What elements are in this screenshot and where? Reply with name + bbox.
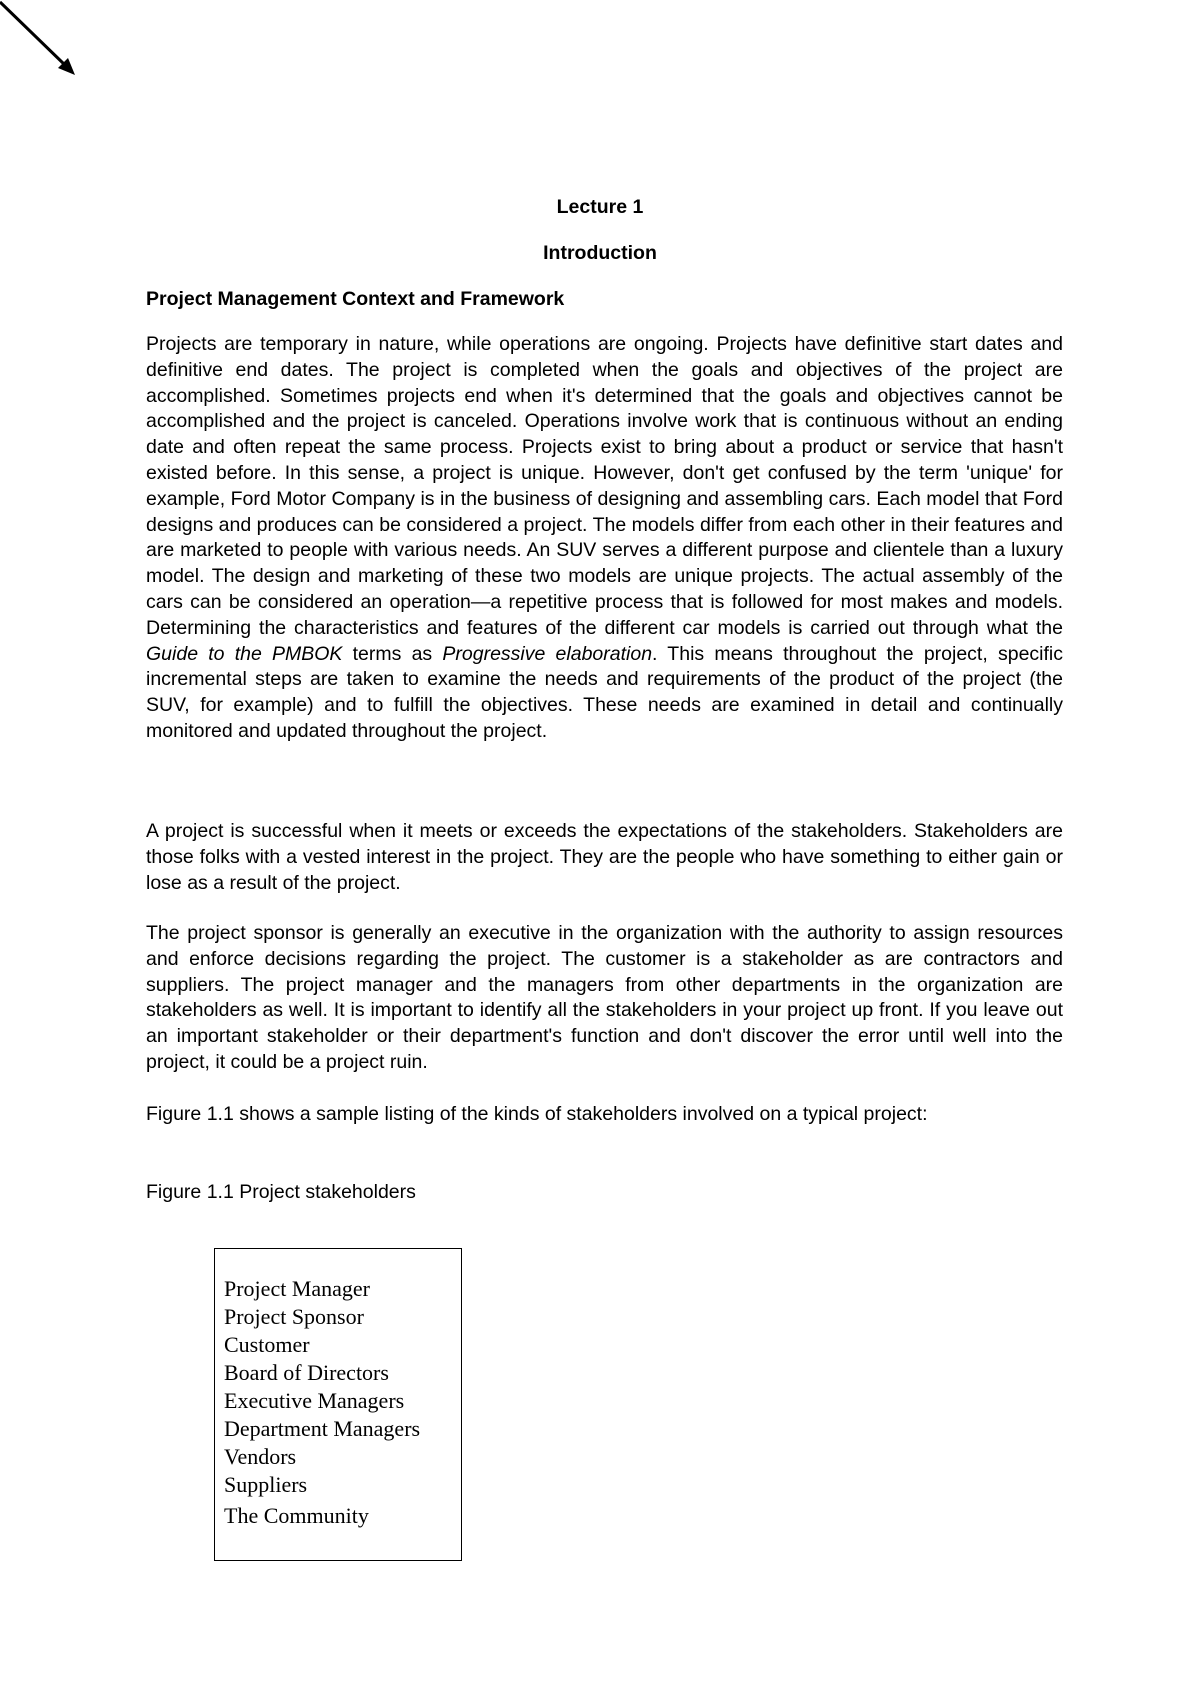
stakeholder-box <box>214 1248 462 1561</box>
paragraph-stakeholders: A project is successful when it meets or exceeds the expectations of the stakeholders. Stakeholders are those folks with a vested interest in the project. They are the people who have something to either gain or lose as a result of the project. <box>146 820 1063 894</box>
arrow-icon <box>0 0 90 90</box>
stakeholder-list <box>224 1275 420 1530</box>
list-item: Project Manager <box>224 1276 370 1301</box>
list-item: Executive Managers <box>224 1388 405 1413</box>
list-item: Customer <box>224 1332 310 1357</box>
list-item: Department Managers <box>224 1416 421 1441</box>
list-item: The Community <box>224 1503 369 1528</box>
guide-title: Guide to the PMBOK <box>146 642 343 665</box>
lecture-title: Lecture 1 <box>556 196 644 218</box>
page-subtitle: Introduction <box>543 242 657 264</box>
paragraph-projects: Projects are temporary in nature, while operations are ongoing. Projects have definitive start dates and definitive end dates. The project is completed when the goals and objectives of the project are accomplished. Sometimes projects end when it's determined that the goals and objectives cannot be accomplished and the project is canceled. Operations involve work that is continuous without an ending date and often repeat the same process. Projects exist to bring about a product or service that hasn't existed before. In this sense, a project is unique. However, don't get confused by the term 'unique' for example, Ford Motor Company is in the business of designing and assembling cars. Each model that Ford designs and produces can be considered a project. The models differ from each other in their features and are marketed to people with various needs. An SUV serves a different purpose and clientele than a luxury model. The design and marketing of these two models are unique projects. The actual assembly of the cars can be considered an operation—a repetitive process that is followed for most makes and models. Determining the characteristics and features of the different car models is carried out through what the Guide to the PMBOK terms as Progressive elaboration. This means throughout the project, specific incremental steps are taken to examine the needs and requirements of the product of the project (the SUV, for example) and to fulfill the objectives. These needs are examined in detail and continually monitored and updated throughout the project. <box>146 333 1063 742</box>
paragraph-sponsor: The project sponsor is generally an executive in the organization with the authority to assign resources and enforce decisions regarding the project. The customer is a stakeholder as are contractors and suppliers. The project manager and the managers from other departments in the organization are stakeholders as well. It is important to identify all the stakeholders in your project up front. If you leave out an important stakeholder or their department's function and don't discover the error until well into the project, it could be a project ruin. <box>146 922 1063 1073</box>
list-item: Suppliers <box>224 1472 308 1497</box>
list-item: Board of Directors <box>224 1360 389 1385</box>
section-heading: Project Management Context and Framework <box>146 288 565 310</box>
list-item: Vendors <box>224 1444 297 1469</box>
list-item: Project Sponsor <box>224 1304 364 1329</box>
figure-caption: Figure 1.1 Project stakeholders <box>146 1181 416 1203</box>
paragraph-figure-intro: Figure 1.1 shows a sample listing of the kinds of stakeholders involved on a typical project: <box>146 1103 928 1125</box>
progressive-elaboration-term: Progressive elaboration <box>442 642 653 665</box>
